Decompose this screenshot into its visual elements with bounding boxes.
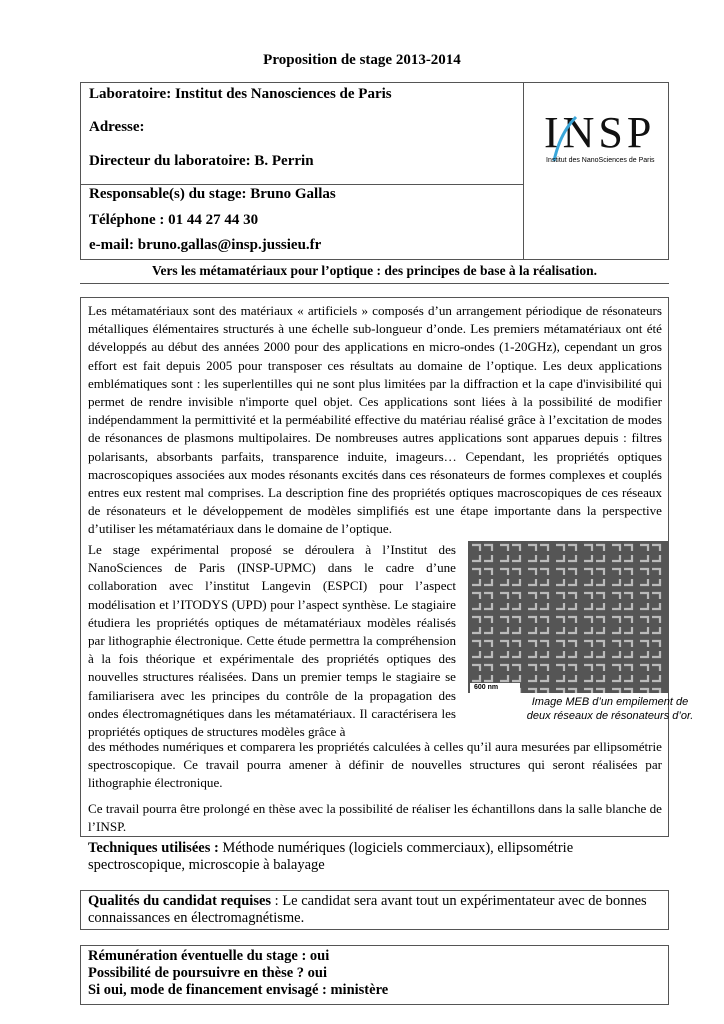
scale-bar-label: 600 nm — [470, 683, 520, 693]
qualities-section — [88, 893, 664, 927]
phone: Téléphone : 01 44 27 44 30 — [89, 212, 259, 228]
paragraph-internship: Le stage expérimental proposé se déroulera à l’Institut des NanoSciences de Paris (INSP-UPMC) dans le cadre d’une collaboration avec l’institut Langevin (ESPCI) pour l’aspect modélisation et l’ITODYS (UPD) pour l’aspect synthèse. Le stagiaire étudiera les propriétés optiques de métamatériaux modèles réalisés par lithographie électronique. Cette étude permettra la compréhension à la fois théorique et expérimentale des propriétés optiques des nouvelles structures réalisées. Dans un premier temps le stagiaire se familiarisera avec les principes du contrôle de la propagation des ondes électromagnétiques dans les métamatériaux. Il caractérisera les propriétés optiques de structures modèles grâce à — [88, 542, 456, 740]
paragraph-intro: Les métamatériaux sont des matériaux « artificiels » composés d’un arrangement périodique de résonateurs métalliques élémentaires structurés à une échelle sub-longueur d’onde. Les premiers métamatériaux ont été développés au début des années 2000 pour des applications en micro-ondes (1-20GHz), cependant un gros effort est fait depuis 2005 pour transposer ces résultats au domaine de l’optique. Les deux applications emblématiques sont : les superlentilles qui ne sont plus limitées par la diffraction et la cape d'invisibilité qui permet de rendre invisible n'importe quel objet. Ces applications sont liées à la possibilité de modifier indépendamment la permittivité et la perméabilité effective du matériau réalisé grâce à l’excitation de modes de résonances de plasmons multipolaires. De nombreuses autres applications sont apparues depuis : filtres polarisants, absorbants parfaits, transparence induite, imageurs… Cependant, les propriétés optiques macroscopiques associées aux modes résonants excités dans ces résonateurs de formes complexes et couplés entres eux restent mal comprises. La description fine des propriétés optiques macroscopiques de ces réseaux de résonateurs et le développement de modèles simplifiés est une étape importante dans la perspective d’utiliser les métamatériaux dans le domaine de l’optique. — [88, 303, 662, 537]
techniques-text: Méthode numériques (logiciels commerciaux), ellipsométrie spectroscopique, microscopie à balayage — [88, 840, 574, 873]
sem-image — [468, 541, 668, 693]
lab-director: Directeur du laboratoire: B. Perrin — [89, 153, 314, 169]
remuneration-line: Rémunération éventuelle du stage : oui — [88, 948, 330, 964]
lab-info-box — [80, 82, 524, 185]
funding-line: Si oui, mode de financement envisagé : ministère — [88, 982, 389, 998]
remuneration-section — [88, 948, 388, 999]
insp-logo — [532, 103, 660, 183]
email: e-mail: bruno.gallas@insp.jussieu.fr — [89, 237, 322, 253]
logo-text: INSP — [544, 108, 656, 157]
qualities-label: Qualités du candidat requises — [88, 893, 272, 909]
paragraph-methods: des méthodes numériques et comparera les propriétés calculées à celles qu’il aura mesurées par ellipsométrie spectroscopique. Ce travail pourra amener à définir de nouvelles structures qui seront réalisées par lithographie électronique. — [88, 739, 662, 791]
techniques-label: Techniques utilisées : — [88, 840, 219, 856]
image-caption: Image MEB d’un empilement de deux réseaux de résonateurs d’or. — [526, 696, 694, 722]
qualities-text: : Le candidat sera avant tout un expérimentateur avec de bonnes connaissances en électromagnétisme. — [88, 893, 647, 926]
thesis-possibility-line: Possibilité de poursuivre en thèse ? oui — [88, 965, 327, 981]
logo-box — [523, 82, 669, 260]
lab-address: Adresse: — [89, 119, 145, 135]
sem-pattern — [468, 541, 668, 693]
paragraph-thesis: Ce travail pourra être prolongé en thèse avec la possibilité de réaliser les échantillons dans la salle blanche de l’INSP. — [88, 801, 662, 835]
contact-info-box — [80, 184, 524, 260]
techniques-section — [88, 840, 664, 874]
page-title: Proposition de stage 2013-2014 — [263, 52, 461, 68]
responsible: Responsable(s) du stage: Bruno Gallas — [89, 186, 336, 202]
lab-name: Laboratoire: Institut des Nanosciences de Paris — [89, 86, 392, 102]
internship-subject: Vers les métamatériaux pour l’optique : des principes de base à la réalisation. — [80, 259, 669, 284]
logo-subtext: Institut des NanoSciences de Paris — [546, 157, 655, 164]
